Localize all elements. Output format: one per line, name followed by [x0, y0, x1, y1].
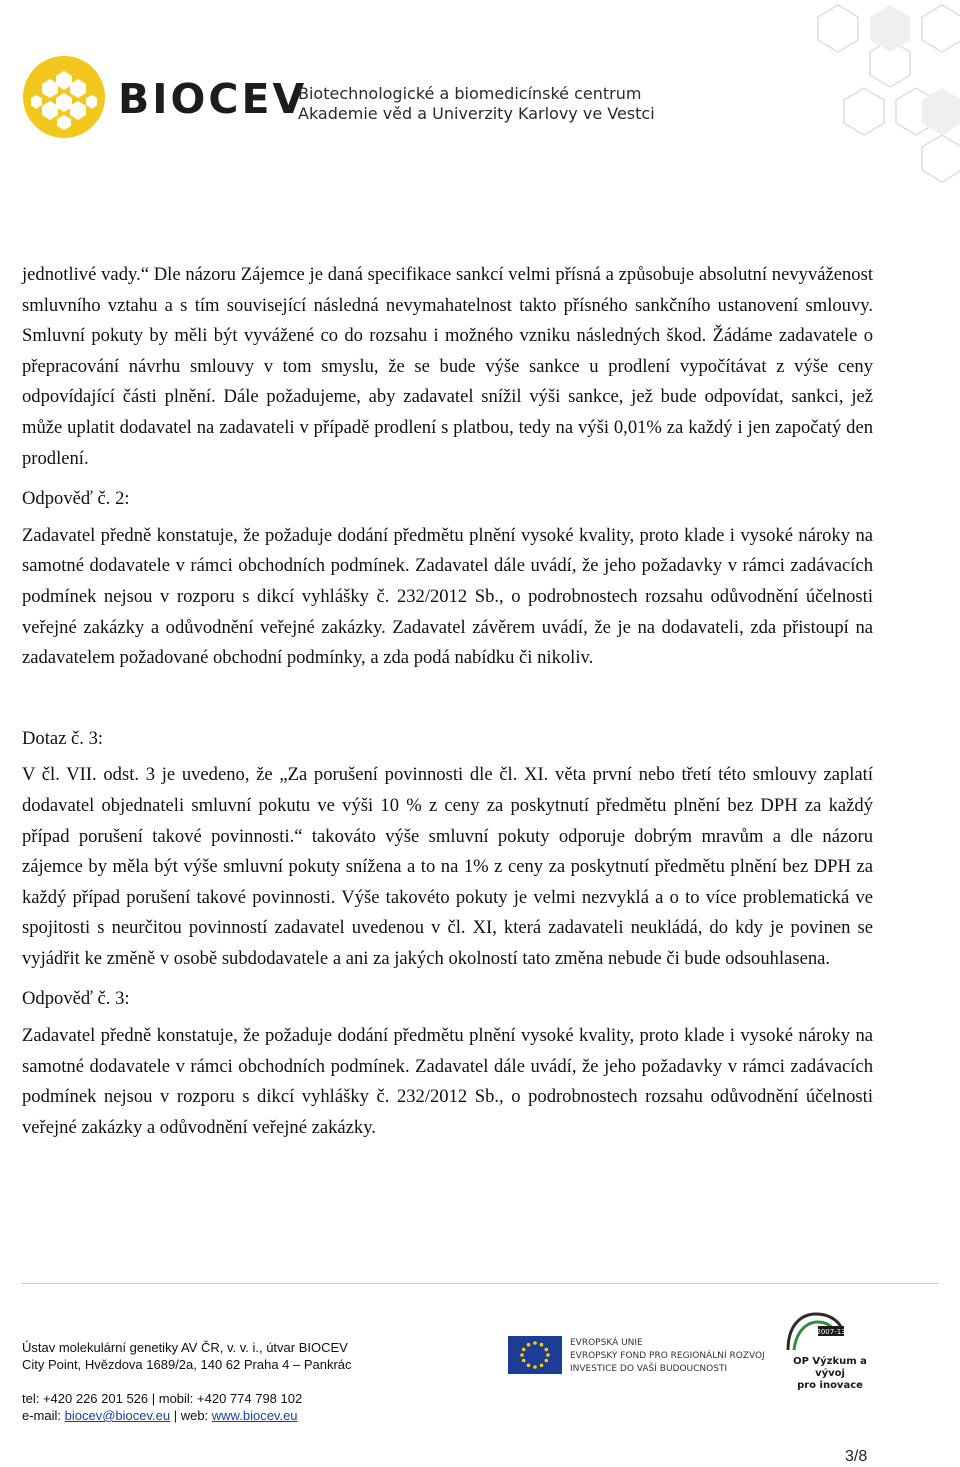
- eu-fund-text: [570, 1337, 765, 1376]
- spacer: [22, 674, 873, 720]
- op-vavpi-logo-icon: [782, 1310, 846, 1354]
- eu-flag-icon: [508, 1336, 562, 1374]
- footer-phone: tel: +420 226 201 526 | mobil: +420 774 798 102: [22, 1391, 303, 1406]
- footer-address: City Point, Hvězdova 1689/2a, 140 62 Praha 4 – Pankrác: [22, 1357, 352, 1372]
- footer-org: Ústav molekulární genetiky AV ČR, v. v. i., útvar BIOCEV: [22, 1340, 348, 1355]
- op-programme-text: [780, 1356, 880, 1392]
- document-body: [22, 260, 873, 1143]
- paragraph-2: Zadavatel předně konstatuje, že požaduje dodání předmětu plnění vysoké kvality, proto klade i vysoké nároky na samotné dodavatele v rámci obchodních podmínek. Zadavatel dále uvádí, že jeho požadavky v rámci zadávacích podmínek nejsou v rozporu s dikcí vyhlášky č. 232/2012 Sb., o podrobnostech rozsahu odůvodnění účelnosti veřejné zakázky a odůvodnění veřejné zakázky. Zadavatel závěrem uvádí, že je na dodavateli, zda přistoupí na zadavatelem požadované obchodní podmínky, a zda podá nabídku či nikoliv.: [22, 524, 873, 669]
- subtitle-line-1: Biotechnologické a biomedicínské centrum: [298, 84, 642, 103]
- heading-question-3: Dotaz č. 3:: [22, 727, 104, 749]
- spacer: [22, 474, 873, 480]
- logo-wordmark: BIOCEV: [118, 75, 308, 123]
- eu-line-3: INVESTICE DO VAŠÍ BUDOUCNOSTI: [570, 1364, 728, 1374]
- spacer: [22, 974, 873, 980]
- op-years: 2007-13: [816, 1328, 846, 1336]
- heading-answer-3: Odpověď č. 3:: [22, 988, 130, 1010]
- footer-divider: [22, 1283, 938, 1284]
- footer-contacts: [22, 1407, 298, 1424]
- institution-subtitle: [298, 84, 655, 124]
- email-link[interactable]: biocev@biocev.eu: [64, 1408, 171, 1423]
- page-number: 3/8: [845, 1448, 868, 1465]
- web-label: | web:: [170, 1408, 212, 1423]
- op-line-1: OP Výzkum a vývoj: [793, 1356, 867, 1379]
- heading-answer-2: Odpověď č. 2:: [22, 488, 130, 510]
- eu-line-1: EVROPSKÁ UNIE: [570, 1338, 643, 1348]
- email-label: e-mail:: [22, 1408, 65, 1423]
- eu-line-2: EVROPSKÝ FOND PRO REGIONÁLNÍ ROZVOJ: [570, 1351, 765, 1361]
- web-link[interactable]: www.biocev.eu: [211, 1408, 298, 1423]
- biocev-logo-icon: [22, 55, 106, 139]
- subtitle-line-2: Akademie věd a Univerzity Karlovy ve Vestci: [298, 104, 655, 123]
- paragraph-4: Zadavatel předně konstatuje, že požaduje dodání předmětu plnění vysoké kvality, proto klade i vysoké nároky na samotné dodavatele v rámci obchodních podmínek. Zadavatel dále uvádí, že jeho požadavky v rámci zadávacích podmínek nejsou v rozporu s dikcí vyhlášky č. 232/2012 Sb., o podrobnostech rozsahu odůvodnění účelnosti veřejné zakázky a odůvodnění veřejné zakázky.: [22, 1025, 873, 1138]
- paragraph-1: jednotlivé vady.“ Dle názoru Zájemce je daná specifikace sankcí velmi přísná a způsobuje absolutní nevyváženost smluvního vztahu a s tím související následná nevymahatelnost takto přísného sankčního ustanovení smlouvy. Smluvní pokuty by měli být vyvážené co do rozsahu i možného vzniku následných škod. Žádáme zadavatele o přepracování návrhu smlouvy v tom smyslu, že se bude výše sankce u prodlení vypočítávat z výše ceny odpovídající části plnění. Dále požadujeme, aby zadavatel snížil výši sankce, jež bude odpovídat, sankci, jež může uplatit dodavatel na zadavateli v případě prodlení s platbou, tedy na výši 0,01% za každý i jen započatý den prodlení.: [22, 264, 873, 469]
- paragraph-3: V čl. VII. odst. 3 je uvedeno, že „Za porušení povinnosti dle čl. XI. věta první nebo třetí této smlouvy zaplatí dodavatel objednateli smluvní pokutu ve výši 10 % z ceny za poskytnutí předmětu plnění bez DPH za každý případ porušení takové povinnosti.“ takováto výše smluvní pokuty odporuje dobrým mravům a dle názoru zájemce by měla být výše smluvní pokuty snížena a to na 1% z ceny za poskytnutí předmětu plnění bez DPH za každý případ porušení takové povinnosti. Výše takovéto pokuty je velmi nezvyklá a o to více problematická ve spojitosti s neurčitou povinností zadavatel uvedenou v čl. XI, která zadavateli neukládá, do kdy je povinen se vyjádřit ke změně v osobě subdodavatele a ani za jakých okolností tato změna nebude či bude odsouhlasena.: [22, 764, 873, 969]
- op-line-2: pro inovace: [797, 1380, 863, 1391]
